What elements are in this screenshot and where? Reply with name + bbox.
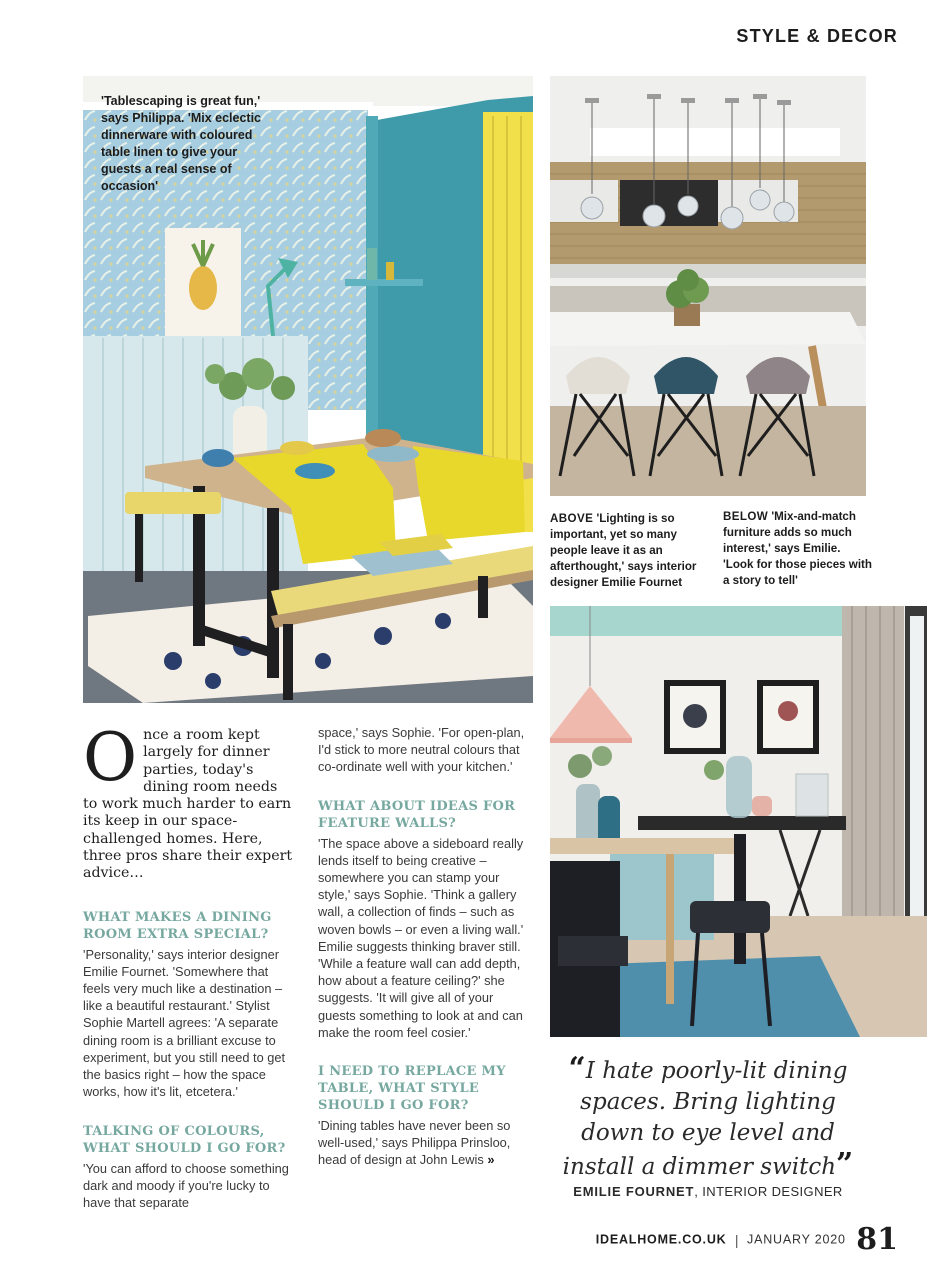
section-label: STYLE & DECOR [736,26,898,46]
footer-date: JANUARY 2020 [747,1232,846,1247]
article-column-middle [318,724,530,1191]
subheading-feature-walls: WHAT ABOUT IDEAS FOR FEATURE WALLS? [318,798,516,831]
paragraph-feature-walls: 'The space above a sideboard really lends itself to being creative – somewhere you can stamp your style,' says Sophie. 'Think a gallery wall, a collection of finds – such as woven bowls – or even a living wall.' Emilie suggests thinking braver still. 'While a feature wall can add depth, how about a feature ceiling?' she suggests. 'It will give all of your guests something to look at and can make the room feel cosier.' [318,835,524,1040]
caption-above-text: 'Lighting is so important, yet so many people leave it as an afterthought,' says interior designer Emilie Fournet [550,512,697,589]
caption-below-lead: BELOW [723,510,769,523]
open-quote-icon: “ [568,1051,586,1086]
subheading-table-style: I NEED TO REPLACE MY TABLE, WHAT STYLE SHOULD I GO FOR? [318,1064,506,1114]
paragraph-table-style-text: 'Dining tables have never been so well-used,' says Philippa Prinsloo, head of design at John Lewis [318,1118,511,1168]
page-number: 81 [856,1222,898,1257]
attribution-name: EMILIE FOURNET [573,1184,695,1199]
pull-quote-text: I hate poorly-lit dining spaces. Bring lighting down to eye level and install a dimmer switch [562,1058,848,1180]
paragraph-table-style [318,1117,530,1169]
drop-cap: O [83,719,138,796]
attribution-role: , INTERIOR DESIGNER [694,1184,843,1199]
kitchen-photo [550,76,866,496]
caption-above-lead: ABOVE [550,512,594,525]
article-column-left [83,719,293,1233]
pull-quote [548,1053,868,1183]
footer-separator: | [734,1231,739,1248]
paragraph-dining-room-special: 'Personality,' says interior designer Emilie Fournet. 'Somewhere that feels very much like a destination – like a beautiful restaurant.' Stylist Sophie Martell agrees: 'A separate dining room is a brilliant excuse to experiment, but you still need to get the basics right – how the space works, how it's lit, etcetera.' [83,946,286,1100]
caption-above [550,511,710,591]
dining-room-photo-caption: 'Tablescaping is great fun,' says Philippa. 'Mix eclectic dinnerware with coloured table linen to give your guests a real sense of occasion' [101,94,261,193]
paragraph-colours-continued: space,' says Sophie. 'For open-plan, I'd stick to more neutral colours that co-ordinate well with your kitchen.' [318,725,525,775]
close-quote-icon: ” [836,1147,854,1182]
caption-below [723,509,873,589]
continue-arrow-icon: » [487,1152,495,1168]
paragraph-colours: 'You can afford to choose something dark and moody if you're lucky to have that separate [83,1160,289,1210]
footer-site: IDEALHOME.CO.UK [595,1232,727,1247]
page-footer [560,1222,898,1257]
intro-text: nce a room kept largely for dinner parties, today's dining room needs to work much harder to earn its keep in our space-challenged homes. Here, three pros share their expert advice… [83,727,293,882]
subheading-dining-room-special: WHAT MAKES A DINING ROOM EXTRA SPECIAL? [83,909,272,942]
subheading-colours: TALKING OF COLOURS, WHAT SHOULD I GO FOR? [83,1123,286,1156]
caption-below-text: 'Mix-and-match furniture adds so much interest,' says Emilie. 'Look for those pieces with a story to tell' [723,510,872,587]
article-intro [83,719,293,883]
pull-quote-attribution [548,1184,868,1199]
feature-wall-photo [550,606,927,1037]
